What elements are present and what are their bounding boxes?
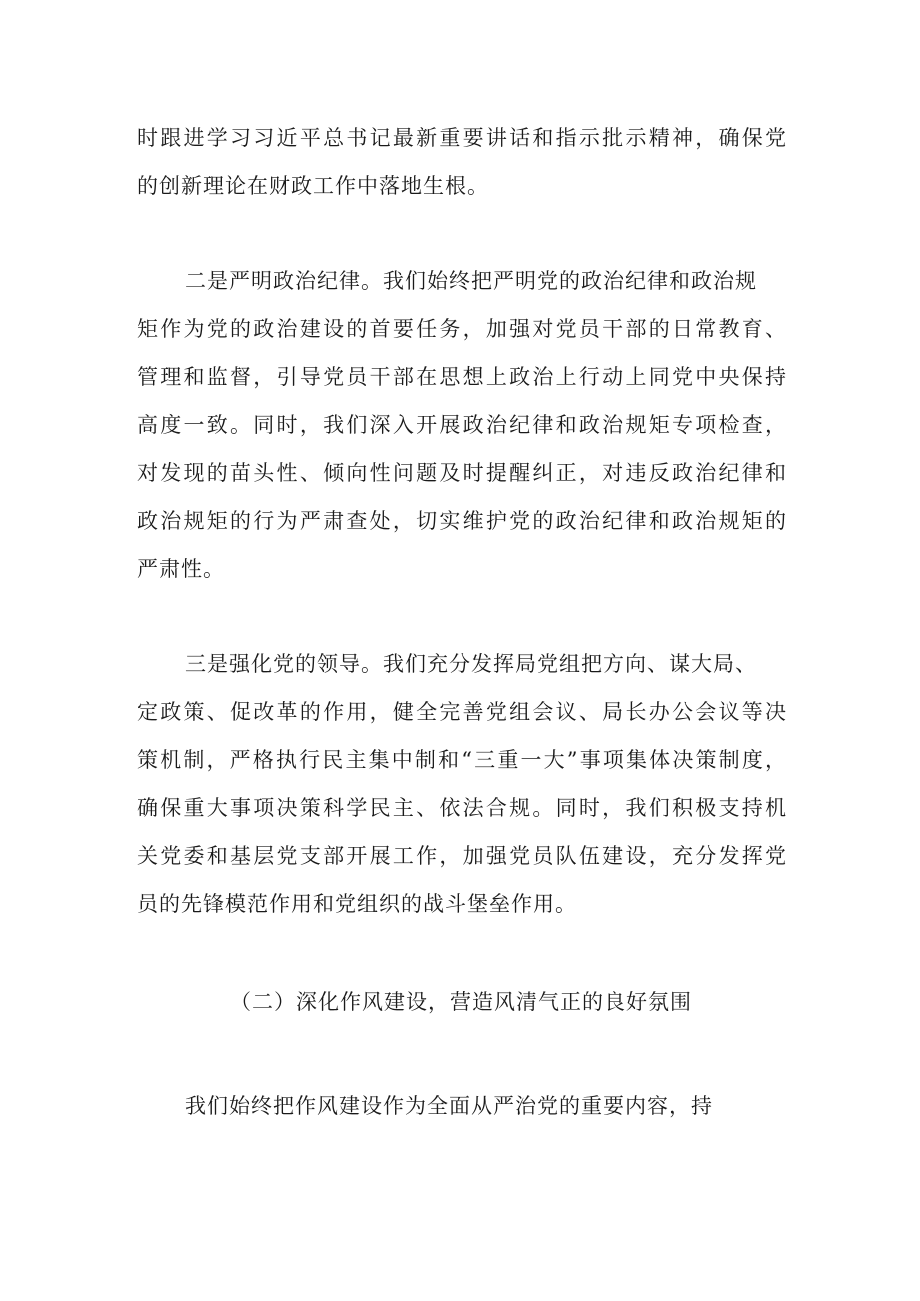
- paragraph-line: 的创新理论在财政工作中落地生根。: [137, 174, 489, 198]
- paragraph-line: 对发现的苗头性、倾向性问题及时提醒纠正，对违反政治纪律和: [137, 461, 787, 485]
- paragraph-line: 时跟进学习习近平总书记最新重要讲话和指示批示精神，确保党: [137, 126, 787, 150]
- paragraph-line: 政治规矩的行为严肃查处，切实维护党的政治纪律和政治规矩的: [137, 509, 787, 533]
- paragraph-line: 关党委和基层党支部开展工作，加强党员队伍建设，充分发挥党: [137, 844, 787, 868]
- paragraph-line: 三是强化党的领导。我们充分发挥局党组把方向、谋大局、: [185, 652, 757, 676]
- paragraph-line: 员的先锋模范作用和党组织的战斗堡垒作用。: [137, 892, 577, 916]
- paragraph-line: 确保重大事项决策科学民主、依法合规。同时，我们积极支持机: [137, 796, 787, 820]
- paragraph-line: 策机制，严格执行民主集中制和“三重一大”事项集体决策制度，: [137, 748, 787, 772]
- section-heading: （二）深化作风建设，营造风清气正的良好氛围: [230, 990, 692, 1014]
- paragraph-line: 高度一致。同时，我们深入开展政治纪律和政治规矩专项检查，: [137, 413, 787, 437]
- paragraph-line: 我们始终把作风建设作为全面从严治党的重要内容，持: [185, 1094, 713, 1118]
- paragraph-line: 二是严明政治纪律。我们始终把严明党的政治纪律和政治规: [185, 269, 757, 293]
- paragraph-line: 定政策、促改革的作用，健全完善党组会议、局长办公会议等决: [137, 700, 787, 724]
- paragraph-line: 严肃性。: [137, 557, 225, 581]
- paragraph-line: 矩作为党的政治建设的首要任务，加强对党员干部的日常教育、: [137, 317, 787, 341]
- paragraph-line: 管理和监督，引导党员干部在思想上政治上行动上同党中央保持: [137, 365, 787, 389]
